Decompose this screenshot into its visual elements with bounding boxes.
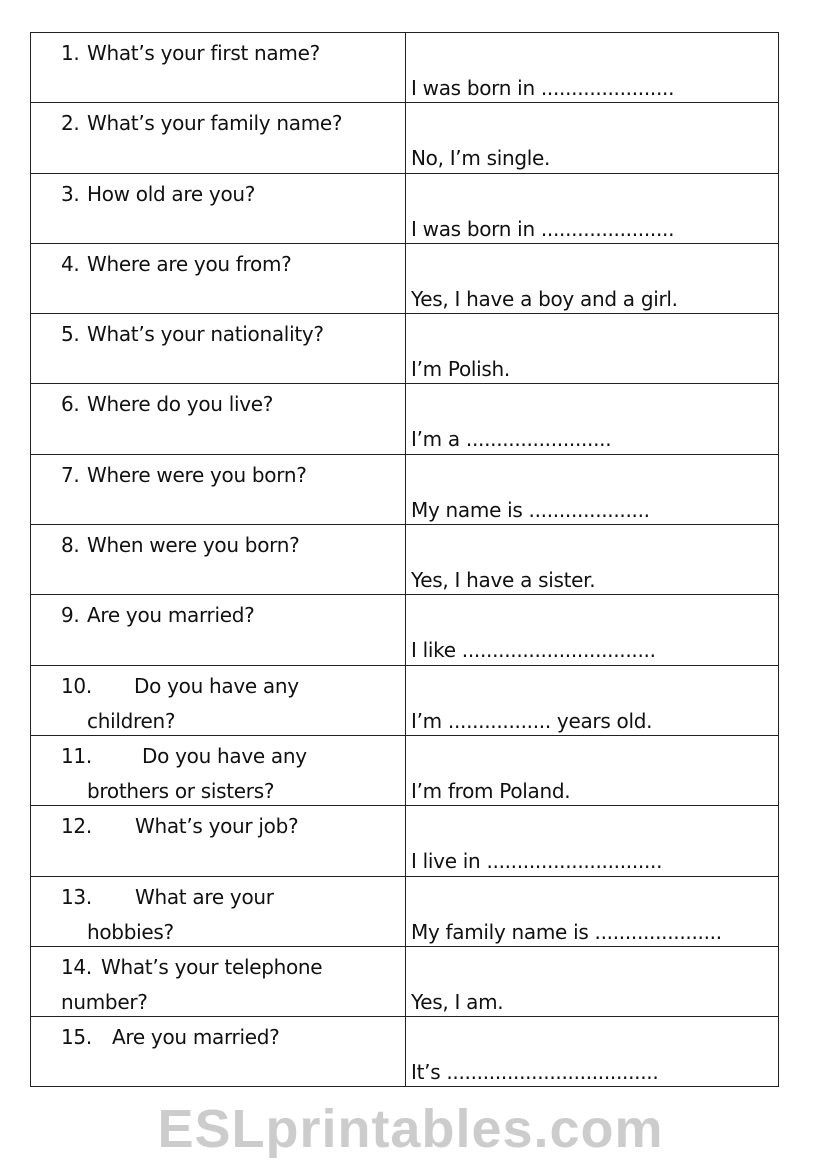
answer-text: I live in ............................. <box>411 849 663 874</box>
question-line <box>61 247 291 281</box>
question-line <box>61 106 342 140</box>
answer-cell <box>406 806 779 876</box>
question-text: How old are you? <box>87 181 256 206</box>
question-cell <box>31 314 406 384</box>
table-row <box>31 243 779 313</box>
table-row <box>31 454 779 524</box>
question-text: What’s your nationality? <box>87 322 324 347</box>
question-cell <box>31 243 406 313</box>
question-number: 1. <box>61 41 80 65</box>
question-line <box>61 950 322 984</box>
question-cell <box>31 735 406 805</box>
question-text-continued: hobbies? <box>87 919 174 944</box>
answer-cell <box>406 103 779 173</box>
question-cell <box>31 595 406 665</box>
question-line <box>61 809 298 843</box>
answer-cell <box>406 525 779 595</box>
answer-text: No, I’m single. <box>411 146 551 171</box>
answer-cell <box>406 243 779 313</box>
question-text: Where do you live? <box>87 392 274 417</box>
question-text: Are you married? <box>112 1025 280 1050</box>
answer-cell <box>406 665 779 735</box>
answer-cell <box>406 595 779 665</box>
answer-text: I was born in ...................... <box>411 216 675 241</box>
answer-text: Yes, I have a sister. <box>411 568 596 593</box>
watermark: ESLprintables.com <box>157 1099 664 1159</box>
answer-text: Yes, I have a boy and a girl. <box>411 286 678 311</box>
question-line <box>61 880 274 914</box>
answer-text: I like ................................ <box>411 638 656 663</box>
question-number: 14. <box>61 954 92 979</box>
table-row <box>31 1017 779 1087</box>
question-line <box>61 528 299 562</box>
question-number: 12. <box>61 814 92 839</box>
question-text: What’s your telephone <box>101 954 323 979</box>
question-cell <box>31 173 406 243</box>
question-text: When were you born? <box>87 533 300 558</box>
question-line <box>61 36 320 70</box>
table-row <box>31 33 779 103</box>
question-number: 8. <box>61 533 80 558</box>
answer-text: I’m Polish. <box>411 357 510 382</box>
table-row <box>31 595 779 665</box>
answer-text: My name is .................... <box>411 497 650 522</box>
table-row <box>31 665 779 735</box>
question-text: What are your <box>135 884 274 909</box>
question-cell <box>31 525 406 595</box>
question-text: Where were you born? <box>87 462 307 487</box>
question-cell <box>31 946 406 1016</box>
question-text: Do you have any <box>142 743 307 768</box>
question-line <box>61 739 307 773</box>
question-number: 11. <box>61 743 92 768</box>
question-cell <box>31 876 406 946</box>
question-cell <box>31 665 406 735</box>
question-number: 13. <box>61 884 92 909</box>
question-text-continued: number? <box>61 989 148 1014</box>
answer-cell <box>406 33 779 103</box>
question-number: 15. <box>61 1025 92 1050</box>
question-line <box>61 177 255 211</box>
question-line <box>61 458 307 492</box>
question-cell <box>31 33 406 103</box>
question-number: 9. <box>61 603 80 628</box>
answer-cell <box>406 454 779 524</box>
question-cell <box>31 454 406 524</box>
question-number: 6. <box>61 392 80 417</box>
question-number: 3. <box>61 181 80 206</box>
answer-text: I’m from Poland. <box>411 778 571 803</box>
question-line <box>61 598 254 632</box>
answer-text: My family name is ..................... <box>411 919 722 944</box>
question-text-continued: children? <box>87 708 176 733</box>
question-cell <box>31 806 406 876</box>
table-row <box>31 735 779 805</box>
question-text: Where are you from? <box>87 251 292 276</box>
table-row <box>31 384 779 454</box>
answer-text: It’s ................................... <box>411 1060 659 1085</box>
question-line <box>61 669 299 703</box>
question-cell <box>31 384 406 454</box>
answer-cell <box>406 384 779 454</box>
question-number: 5. <box>61 322 80 347</box>
question-number: 4. <box>61 251 80 276</box>
answer-text: I’m ................. years old. <box>411 708 653 733</box>
table-row <box>31 525 779 595</box>
question-text: Do you have any <box>134 673 299 698</box>
question-text: Are you married? <box>87 603 255 628</box>
question-line <box>61 387 273 421</box>
answer-text: Yes, I am. <box>411 989 504 1014</box>
question-cell <box>31 1017 406 1087</box>
question-number: 2. <box>61 111 80 136</box>
table-row <box>31 946 779 1016</box>
table-row <box>31 806 779 876</box>
table-row <box>31 876 779 946</box>
question-number: 7. <box>61 462 80 487</box>
answer-cell <box>406 173 779 243</box>
table-row <box>31 314 779 384</box>
question-text-continued: brothers or sisters? <box>87 778 275 803</box>
question-number: 10. <box>61 673 92 698</box>
table-row <box>31 173 779 243</box>
question-answer-table <box>30 32 779 1087</box>
question-text: What’s your family name? <box>87 111 343 136</box>
question-line <box>61 317 324 351</box>
answer-cell <box>406 314 779 384</box>
question-text: What’s your first name? <box>87 41 320 65</box>
answer-cell <box>406 1017 779 1087</box>
answer-cell <box>406 876 779 946</box>
answer-cell <box>406 735 779 805</box>
answer-cell <box>406 946 779 1016</box>
question-line <box>61 1020 279 1054</box>
answer-text: I was born in ...................... <box>411 76 675 100</box>
question-cell <box>31 103 406 173</box>
table-row <box>31 103 779 173</box>
question-text: What’s your job? <box>135 814 299 839</box>
answer-text: I’m a ........................ <box>411 427 612 452</box>
